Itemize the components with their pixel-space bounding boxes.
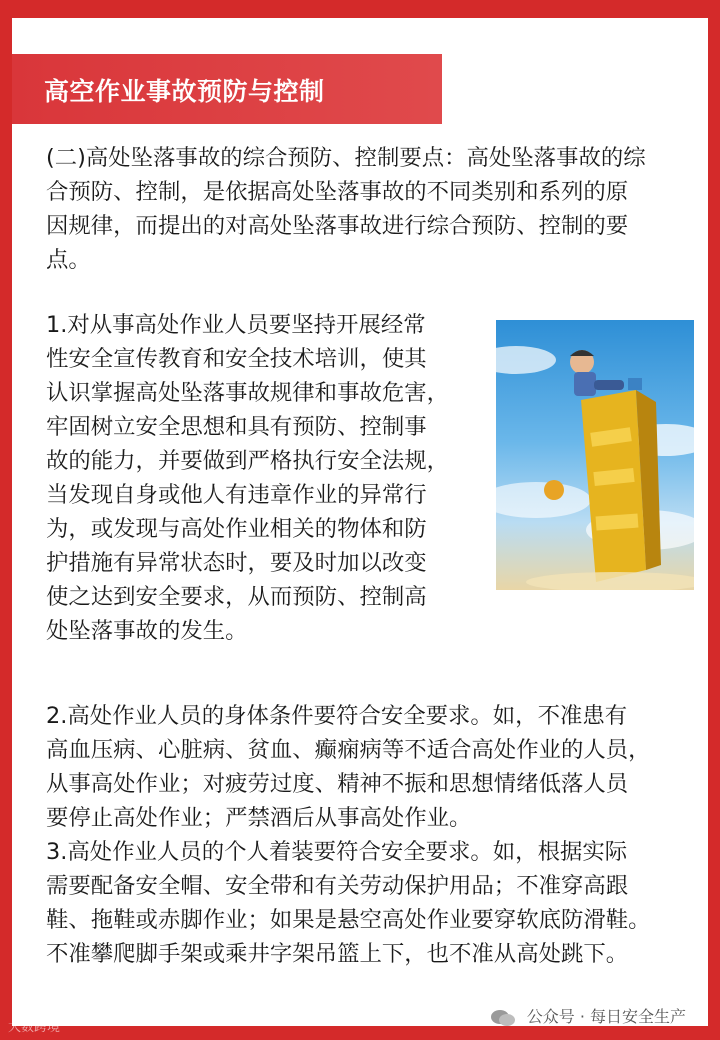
- text-line: 高血压病、心脏病、贫血、癫痫病等不适合高处作业的人员，: [46, 737, 651, 763]
- text-line: 2.高处作业人员的身体条件要符合安全要求。如，不准患有: [46, 703, 628, 729]
- title-banner: [12, 54, 442, 124]
- text-line: 要停止高处作业；严禁酒后从事高处作业。: [46, 805, 472, 831]
- text-line: 使之达到安全要求，从而预防、控制高: [46, 584, 427, 610]
- text-line: 处坠落事故的发生。: [46, 618, 248, 644]
- text-line: 从事高处作业；对疲劳过度、精神不振和思想情绪低落人员: [46, 771, 629, 797]
- text-line: 当发现自身或他人有违章作业的异常行: [46, 482, 427, 508]
- illustration-image: [496, 320, 694, 590]
- paragraph-item-1: [46, 308, 476, 648]
- falling-worker-illustration: [496, 320, 694, 590]
- wechat-icon: [490, 1009, 516, 1027]
- text-line: 1.对从事高处作业人员要坚持开展经常: [46, 312, 426, 338]
- page-title: 高空作业事故预防与控制: [44, 77, 325, 106]
- text-line: 性安全宣传教育和安全技术培训，使其: [46, 346, 427, 372]
- text-line: 合预防、控制，是依据高处坠落事故的不同类别和系列的原: [46, 179, 629, 205]
- text-line: 点。: [46, 247, 91, 273]
- text-line: 不准攀爬脚手架或乘井字架吊篮上下，也不准从高处跳下。: [46, 941, 629, 967]
- paragraph-intro: [46, 141, 696, 277]
- content-card: [12, 18, 708, 1026]
- text-line: 因规律，而提出的对高处坠落事故进行综合预防、控制的要: [46, 213, 629, 239]
- text-line: 护措施有异常状态时，要及时加以改变: [46, 550, 427, 576]
- paragraph-items-2-3: [46, 699, 706, 971]
- text-line: 需要配备安全帽、安全带和有关劳动保护用品；不准穿高跟: [46, 873, 629, 899]
- text-line: (二)高处坠落事故的综合预防、控制要点：高处坠落事故的综: [46, 145, 646, 171]
- text-line: 3.高处作业人员的个人着装要符合安全要求。如，根据实际: [46, 839, 628, 865]
- text-line: 鞋、拖鞋或赤脚作业；如果是悬空高处作业要穿软底防滑鞋。: [46, 907, 651, 933]
- footer-source: [490, 1004, 686, 1027]
- text-line: 为，或发现与高处作业相关的物体和防: [46, 516, 427, 542]
- text-line: 故的能力，并要做到严格执行安全法规，: [46, 448, 450, 474]
- text-line: 认识掌握高处坠落事故规律和事故危害，: [46, 380, 450, 406]
- text-line: 牢固树立安全思想和具有预防、控制事: [46, 414, 427, 440]
- footer-text: 公众号 · 每日安全生产: [526, 1007, 686, 1026]
- watermark: 大数跨境: [8, 1020, 61, 1035]
